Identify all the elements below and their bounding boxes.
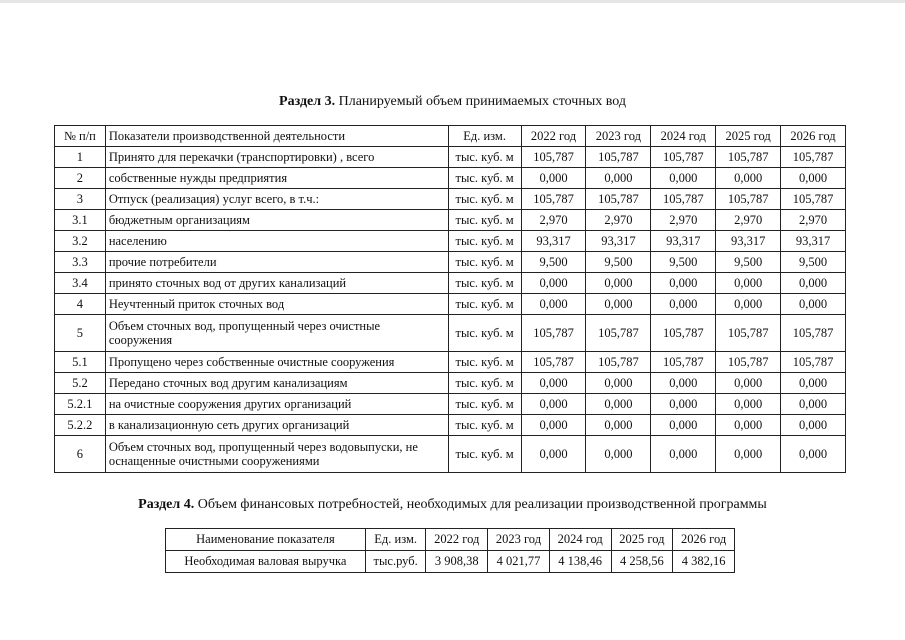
value-2023: 105,787	[586, 147, 651, 168]
row-number: 6	[55, 436, 106, 473]
value-2023: 105,787	[586, 189, 651, 210]
value-2024: 0,000	[651, 373, 716, 394]
row-number: 5.1	[55, 352, 106, 373]
value-2026: 105,787	[781, 352, 846, 373]
header-num: № п/п	[55, 126, 106, 147]
row-unit: тыс.руб.	[365, 551, 426, 573]
value-2025: 105,787	[716, 147, 781, 168]
wastewater-table-body	[55, 147, 846, 473]
value-2022: 3 908,38	[426, 551, 488, 573]
row-unit: тыс. куб. м	[448, 436, 521, 473]
row-number: 3	[55, 189, 106, 210]
table-row	[55, 210, 846, 231]
value-2022: 93,317	[521, 231, 586, 252]
table-header-row	[55, 126, 846, 147]
row-unit: тыс. куб. м	[448, 394, 521, 415]
row-number: 4	[55, 294, 106, 315]
row-unit: тыс. куб. м	[448, 147, 521, 168]
value-2022: 0,000	[521, 436, 586, 473]
row-name: Необходимая валовая выручка	[166, 551, 366, 573]
row-indicator: собственные нужды предприятия	[105, 168, 448, 189]
value-2022: 2,970	[521, 210, 586, 231]
row-indicator: на очистные сооружения других организаций	[105, 394, 448, 415]
value-2022: 105,787	[521, 352, 586, 373]
value-2023: 0,000	[586, 168, 651, 189]
value-2026: 0,000	[781, 415, 846, 436]
header-2022: 2022 год	[521, 126, 586, 147]
row-indicator: принято сточных вод от других канализаций	[105, 273, 448, 294]
row-indicator: в канализационную сеть других организаций	[105, 415, 448, 436]
header-2023: 2023 год	[586, 126, 651, 147]
row-indicator: Объем сточных вод, пропущенный через водовыпуски, не оснащенные очистными сооружениями	[105, 436, 448, 473]
value-2024: 0,000	[651, 415, 716, 436]
value-2026: 0,000	[781, 168, 846, 189]
header-unit: Ед. изм.	[365, 529, 426, 551]
value-2026: 2,970	[781, 210, 846, 231]
row-number: 3.3	[55, 252, 106, 273]
value-2024: 2,970	[651, 210, 716, 231]
table-row	[166, 551, 735, 573]
value-2025: 0,000	[716, 394, 781, 415]
section-4-heading	[0, 497, 905, 513]
header-indicator-name: Наименование показателя	[166, 529, 366, 551]
row-unit: тыс. куб. м	[448, 252, 521, 273]
value-2022: 0,000	[521, 415, 586, 436]
value-2024: 0,000	[651, 273, 716, 294]
header-2026: 2026 год	[673, 529, 735, 551]
value-2025: 93,317	[716, 231, 781, 252]
row-indicator: Пропущено через собственные очистные сооружения	[105, 352, 448, 373]
row-number: 5	[55, 315, 106, 352]
header-2025: 2025 год	[716, 126, 781, 147]
table-row	[55, 252, 846, 273]
section-3-heading	[0, 94, 905, 110]
value-2025: 2,970	[716, 210, 781, 231]
value-2024: 4 138,46	[549, 551, 611, 573]
row-unit: тыс. куб. м	[448, 352, 521, 373]
section-4-label: Раздел 4.	[138, 497, 195, 512]
row-unit: тыс. куб. м	[448, 415, 521, 436]
header-2022: 2022 год	[426, 529, 488, 551]
header-unit: Ед. изм.	[448, 126, 521, 147]
value-2024: 105,787	[651, 147, 716, 168]
row-number: 5.2	[55, 373, 106, 394]
table-row	[55, 294, 846, 315]
value-2022: 105,787	[521, 315, 586, 352]
value-2022: 105,787	[521, 147, 586, 168]
row-indicator: Объем сточных вод, пропущенный через очистные сооружения	[105, 315, 448, 352]
section-3-title: Планируемый объем принимаемых сточных вод	[338, 94, 626, 109]
value-2024: 9,500	[651, 252, 716, 273]
value-2022: 0,000	[521, 394, 586, 415]
row-indicator: населению	[105, 231, 448, 252]
value-2023: 93,317	[586, 231, 651, 252]
table-row	[55, 168, 846, 189]
header-2026: 2026 год	[781, 126, 846, 147]
value-2024: 105,787	[651, 352, 716, 373]
table-row	[55, 189, 846, 210]
row-number: 5.2.1	[55, 394, 106, 415]
table-row	[55, 415, 846, 436]
row-unit: тыс. куб. м	[448, 315, 521, 352]
value-2025: 0,000	[716, 373, 781, 394]
table-row	[55, 273, 846, 294]
row-indicator: Отпуск (реализация) услуг всего, в т.ч.:	[105, 189, 448, 210]
value-2023: 4 021,77	[488, 551, 550, 573]
value-2025: 105,787	[716, 315, 781, 352]
value-2023: 0,000	[586, 373, 651, 394]
value-2024: 105,787	[651, 315, 716, 352]
header-2024: 2024 год	[549, 529, 611, 551]
value-2022: 9,500	[521, 252, 586, 273]
value-2026: 0,000	[781, 436, 846, 473]
row-unit: тыс. куб. м	[448, 210, 521, 231]
section-3-label: Раздел 3.	[279, 94, 336, 109]
table-row	[55, 436, 846, 473]
row-indicator: Передано сточных вод другим канализациям	[105, 373, 448, 394]
value-2023: 9,500	[586, 252, 651, 273]
header-2024: 2024 год	[651, 126, 716, 147]
page-top-edge	[0, 0, 905, 3]
table-row	[55, 394, 846, 415]
value-2023: 0,000	[586, 436, 651, 473]
header-2025: 2025 год	[611, 529, 673, 551]
value-2026: 93,317	[781, 231, 846, 252]
row-unit: тыс. куб. м	[448, 231, 521, 252]
table-row	[55, 231, 846, 252]
value-2023: 0,000	[586, 294, 651, 315]
value-2022: 0,000	[521, 294, 586, 315]
value-2026: 9,500	[781, 252, 846, 273]
value-2022: 0,000	[521, 168, 586, 189]
value-2025: 105,787	[716, 189, 781, 210]
value-2022: 0,000	[521, 373, 586, 394]
value-2023: 105,787	[586, 352, 651, 373]
row-indicator: Неучтенный приток сточных вод	[105, 294, 448, 315]
value-2025: 4 258,56	[611, 551, 673, 573]
header-indicator: Показатели производственной деятельности	[105, 126, 448, 147]
header-2023: 2023 год	[488, 529, 550, 551]
value-2025: 0,000	[716, 168, 781, 189]
value-2026: 0,000	[781, 373, 846, 394]
value-2022: 105,787	[521, 189, 586, 210]
value-2023: 0,000	[586, 273, 651, 294]
value-2024: 0,000	[651, 436, 716, 473]
wastewater-volume-table	[54, 125, 846, 473]
value-2025: 0,000	[716, 415, 781, 436]
value-2026: 0,000	[781, 394, 846, 415]
row-indicator: Принято для перекачки (транспортировки) , всего	[105, 147, 448, 168]
table-header-row	[166, 529, 735, 551]
value-2026: 4 382,16	[673, 551, 735, 573]
row-unit: тыс. куб. м	[448, 373, 521, 394]
value-2023: 0,000	[586, 394, 651, 415]
row-indicator: бюджетным организациям	[105, 210, 448, 231]
value-2023: 105,787	[586, 315, 651, 352]
value-2026: 0,000	[781, 294, 846, 315]
value-2026: 0,000	[781, 273, 846, 294]
row-number: 5.2.2	[55, 415, 106, 436]
value-2023: 2,970	[586, 210, 651, 231]
row-unit: тыс. куб. м	[448, 294, 521, 315]
table-row	[55, 373, 846, 394]
row-unit: тыс. куб. м	[448, 168, 521, 189]
value-2024: 105,787	[651, 189, 716, 210]
value-2025: 9,500	[716, 252, 781, 273]
section-4-title: Объем финансовых потребностей, необходимых для реализации производственной программы	[197, 497, 767, 512]
value-2022: 0,000	[521, 273, 586, 294]
value-2023: 0,000	[586, 415, 651, 436]
row-number: 3.1	[55, 210, 106, 231]
value-2025: 105,787	[716, 352, 781, 373]
value-2026: 105,787	[781, 189, 846, 210]
row-unit: тыс. куб. м	[448, 273, 521, 294]
row-unit: тыс. куб. м	[448, 189, 521, 210]
row-number: 3.2	[55, 231, 106, 252]
table-row	[55, 147, 846, 168]
financial-needs-table	[165, 528, 735, 573]
value-2025: 0,000	[716, 436, 781, 473]
row-indicator: прочие потребители	[105, 252, 448, 273]
value-2026: 105,787	[781, 315, 846, 352]
value-2025: 0,000	[716, 294, 781, 315]
value-2026: 105,787	[781, 147, 846, 168]
row-number: 1	[55, 147, 106, 168]
value-2024: 93,317	[651, 231, 716, 252]
table-row	[55, 352, 846, 373]
row-number: 3.4	[55, 273, 106, 294]
value-2024: 0,000	[651, 394, 716, 415]
row-number: 2	[55, 168, 106, 189]
value-2024: 0,000	[651, 294, 716, 315]
value-2024: 0,000	[651, 168, 716, 189]
table-row	[55, 315, 846, 352]
value-2025: 0,000	[716, 273, 781, 294]
